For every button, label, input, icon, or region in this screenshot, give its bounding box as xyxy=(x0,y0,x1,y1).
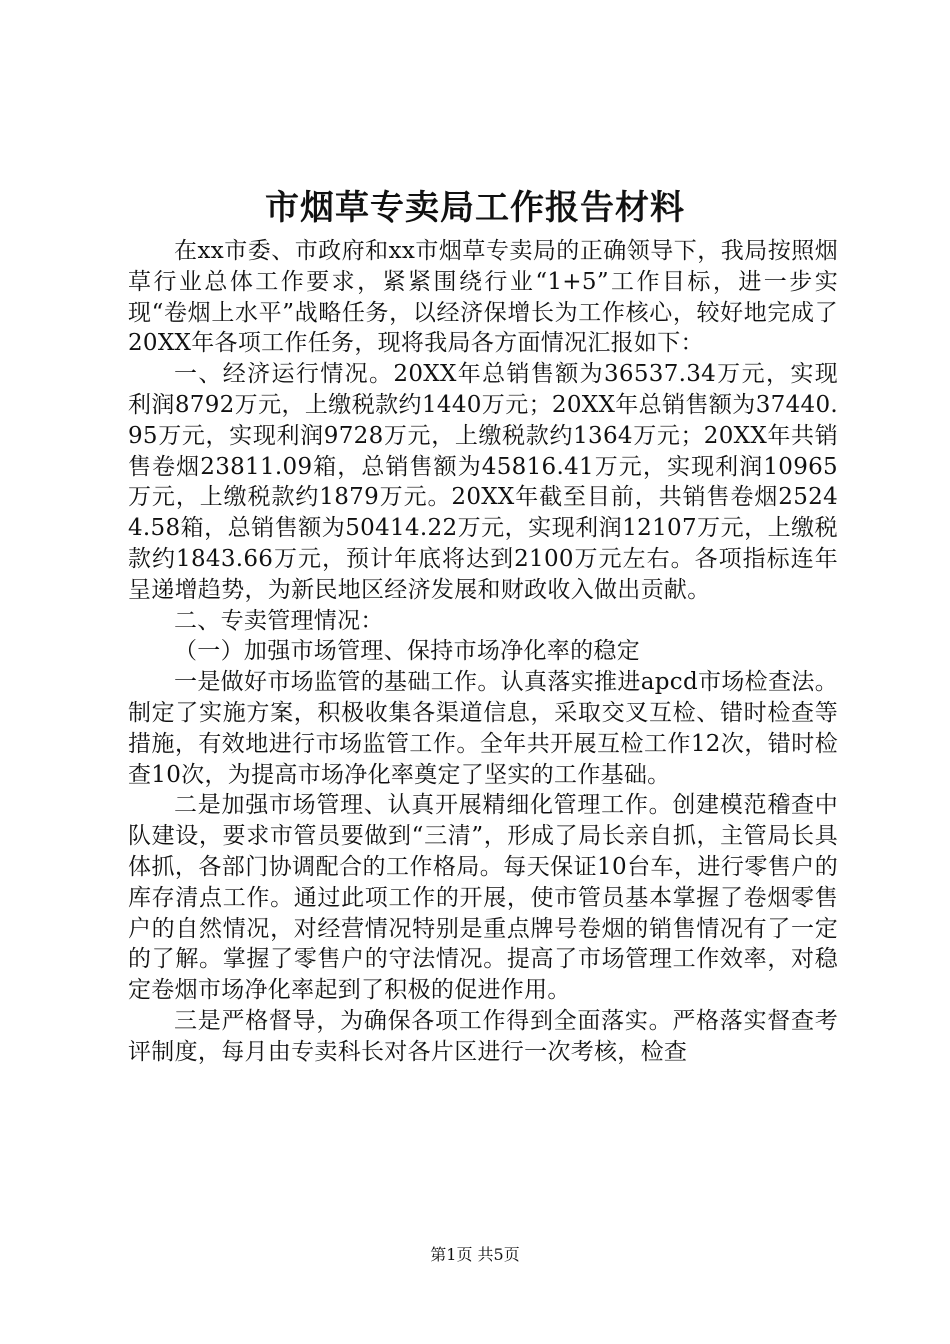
document-body xyxy=(128,236,838,1068)
paragraph-point-three: 三是严格督导，为确保各项工作得到全面落实。严格落实督查考评制度，每月由专卖科长对各片区进行一次考核，检查 xyxy=(128,1007,838,1065)
paragraph-point-two: 二是加强市场管理、认真开展精细化管理工作。创建模范稽查中队建设，要求市管员要做到“三清”，形成了局长亲自抓，主管局长具体抓，各部门协调配合的工作格局。每天保证10台车，进行零售户的库存清点工作。通过此项工作的开展，使市管员基本掌握了卷烟零售户的自然情况，对经营情况特别是重点牌号卷烟的销售情况有了一定的了解。掌握了零售户的守法情况。提高了市场管理工作效率，对稳定卷烟市场净化率起到了积极的促进作用。 xyxy=(128,792,838,1004)
paragraph-point-one: 一是做好市场监管的基础工作。认真落实推进apcd市场检查法。制定了实施方案，积极收集各渠道信息，采取交叉互检、错时检查等措施，有效地进行市场监管工作。全年共开展互检工作12次，错时检查10次，为提高市场净化率奠定了坚实的工作基础。 xyxy=(128,669,838,788)
paragraph-subsection-heading: （一）加强市场管理、保持市场净化率的稳定 xyxy=(174,638,640,665)
document-title: 市烟草专卖局工作报告材料 xyxy=(265,188,685,228)
paragraph-section-heading: 二、专卖管理情况： xyxy=(174,607,384,634)
page-footer: 第1页 共5页 xyxy=(430,1245,520,1264)
paragraph-intro: 在xx市委、市政府和xx市烟草专卖局的正确领导下，我局按照烟草行业总体工作要求，紧紧围绕行业“1+5”工作目标，进一步实现“卷烟上水平”战略任务，以经济保增长为工作核心，较好地完成了20XX年各项工作任务，现将我局各方面情况汇报如下： xyxy=(128,238,838,357)
paragraph-economic-operation: 一、经济运行情况。20XX年总销售额为36537.34万元，实现利润8792万元，上缴税款约1440万元；20XX年总销售额为37440.95万元，实现利润9728万元，上缴税款约1364万元；20XX年共销售卷烟23811.09箱，总销售额为45816.41万元，实现利润10965万元，上缴税款约1879万元。20XX年截至目前，共销售卷烟25244.58箱，总销售额为50414.22万元，实现利润12107万元，上缴税款约1843.66万元，预计年底将达到2100万元左右。各项指标连年呈递增趋势，为新民地区经济发展和财政收入做出贡献。 xyxy=(128,361,838,603)
